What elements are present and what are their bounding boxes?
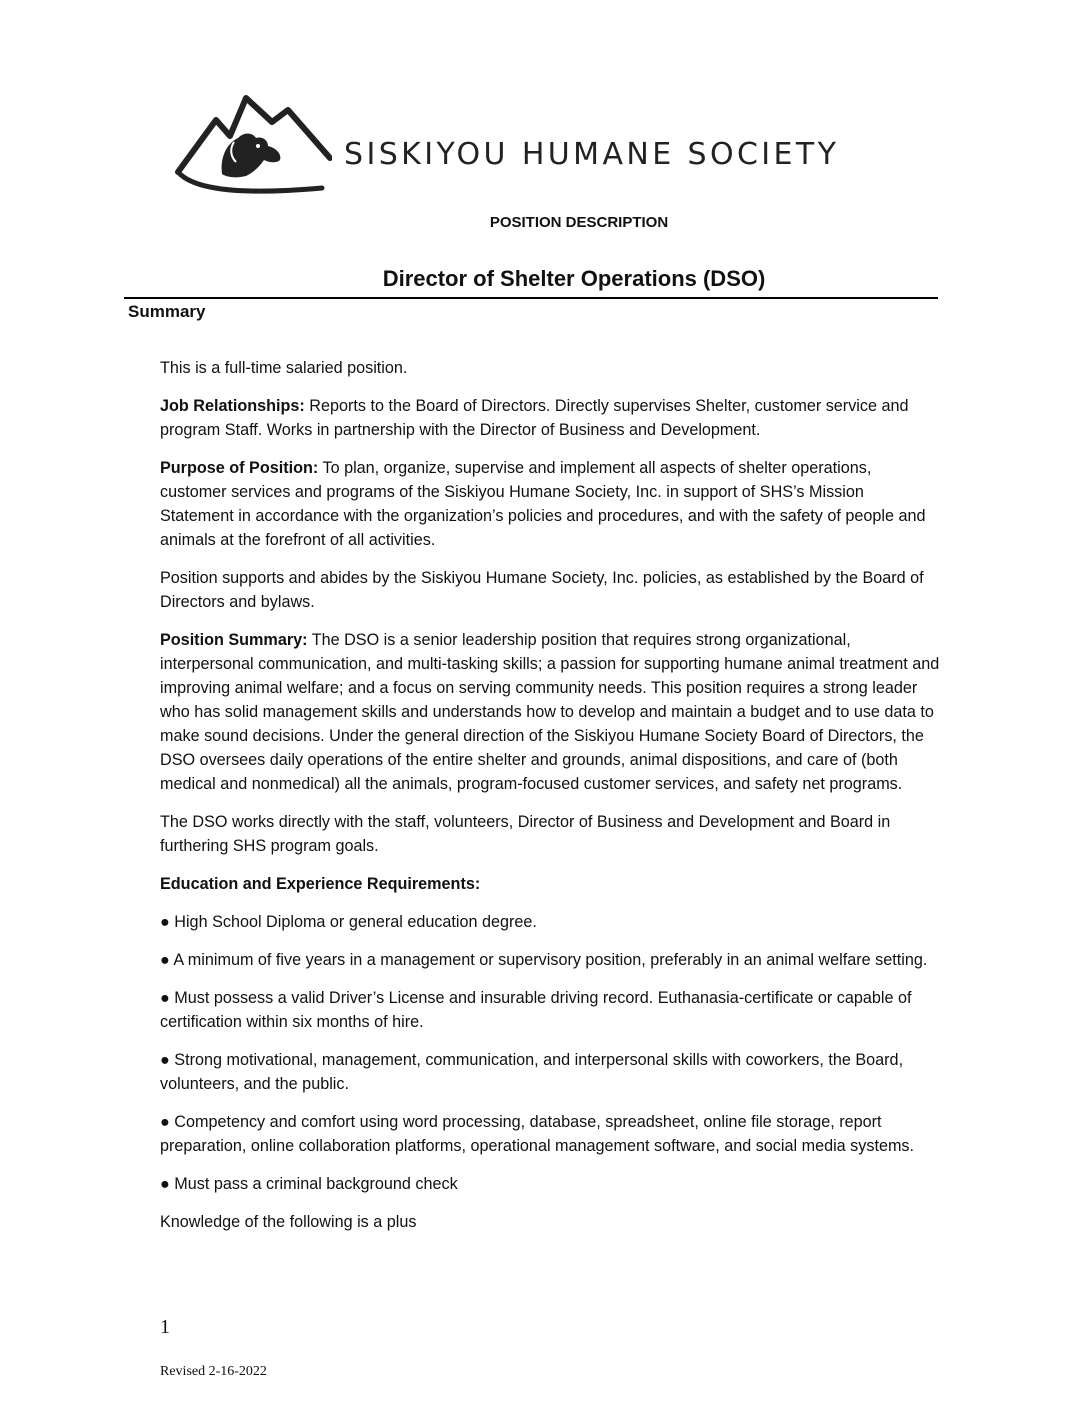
paragraph-text: To plan, organize, supervise and implement all aspects of shelter operations, customer services and programs of the Siskiyou Humane Society, Inc. in support of SHS’s Mission Statement in accordance with the organization’s policies and procedures, and with the safety of people and animals at the forefront of all activities. — [160, 459, 926, 549]
org-header — [172, 92, 922, 202]
paragraph-lead: Job Relationships: — [160, 397, 305, 415]
list-item: ● Must pass a criminal background check — [160, 1175, 458, 1193]
paragraph-employment-type: This is a full-time salaried position. — [160, 359, 408, 377]
list-item: ● A minimum of five years in a management or supervisory position, preferably in an animal welfare setting. — [160, 951, 928, 969]
requirements-heading: Education and Experience Requirements: — [160, 875, 481, 893]
list-item: ● Competency and comfort using word processing, database, spreadsheet, online file storage, report preparation, online collaboration platforms, operational management software, and social media systems. — [160, 1113, 915, 1155]
paragraph-knowledge-plus: Knowledge of the following is a plus — [160, 1213, 417, 1231]
paragraph-text: The DSO is a senior leadership position that requires strong organizational, interpersonal communication, and multi-tasking skills; a passion for supporting humane animal treatment and improving animal welfare; and a focus on serving community needs. This position requires a strong leader who has solid management skills and understands how to develop and maintain a budget and to use data to make sound decisions. Under the general direction of the Siskiyou Humane Society Board of Directors, the DSO oversees daily operations of the entire shelter and grounds, animal dispositions, and care of (both medical and nonmedical) all the animals, program-focused customer services, and safety net programs. — [160, 631, 940, 793]
paragraph-position-summary — [160, 628, 940, 796]
paragraph-job-relationships — [160, 394, 940, 442]
org-name: SISKIYOU HUMANE SOCIETY — [344, 137, 840, 172]
paragraph-text: Reports to the Board of Directors. Directly supervises Shelter, customer service and program Staff. Works in partnership with the Director of Business and Development. — [160, 397, 909, 439]
paragraph-works-with: The DSO works directly with the staff, volunteers, Director of Business and Development and Board in furthering SHS program goals. — [160, 813, 891, 855]
document-type-label: POSITION DESCRIPTION — [489, 214, 669, 231]
page-number: 1 — [160, 1316, 170, 1338]
page-title: Director of Shelter Operations (DSO) — [382, 266, 766, 291]
paragraph-purpose — [160, 456, 940, 552]
mountain-dog-logo-icon — [172, 92, 332, 198]
document-body — [160, 356, 940, 1248]
revision-date: Revised 2-16-2022 — [160, 1364, 267, 1379]
paragraph-policies: Position supports and abides by the Siskiyou Humane Society, Inc. policies, as established by the Board of Directors and bylaws. — [160, 569, 924, 611]
title-divider — [124, 297, 938, 299]
list-item: ● Must possess a valid Driver’s License and insurable driving record. Euthanasia-certificate or capable of certification within six months of hire. — [160, 989, 912, 1031]
list-item: ● High School Diploma or general education degree. — [160, 913, 537, 931]
paragraph-lead: Position Summary: — [160, 631, 308, 649]
list-item: ● Strong motivational, management, communication, and interpersonal skills with coworkers, the Board, volunteers, and the public. — [160, 1051, 904, 1093]
paragraph-lead: Purpose of Position: — [160, 459, 319, 477]
section-heading-summary: Summary — [128, 302, 206, 321]
